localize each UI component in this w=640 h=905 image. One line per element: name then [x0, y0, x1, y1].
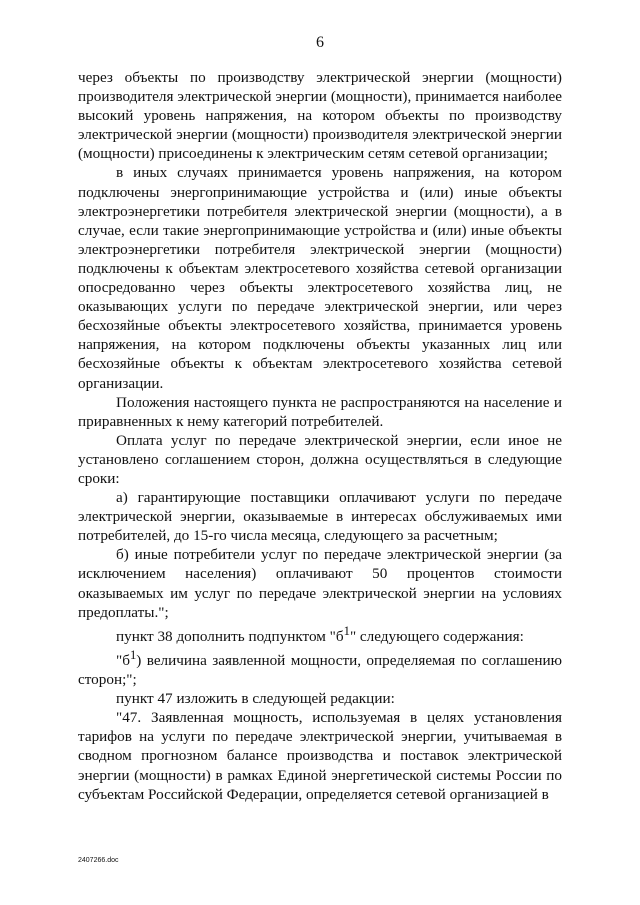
- paragraph-8: [78, 646, 562, 689]
- body-text: [78, 68, 562, 804]
- paragraph-10: "47. Заявленная мощность, используемая в целях установления тарифов на услуги по передаче электрической энергии, учитываемая в сводном прогнозном балансе производства и поставок электрической энергии (мощности) в рамках Единой энергетической системы России по субъектам Российской Федерации, определяется сетевой организацией в: [78, 709, 562, 803]
- paragraph-8-after: ) величина заявленной мощности, определяемая по соглашению сторон;";: [78, 651, 562, 689]
- paragraph-8-superscript: 1: [129, 647, 137, 662]
- paragraph-7: [78, 622, 562, 646]
- paragraph-2: в иных случаях принимается уровень напряжения, на котором подключены энергопринимающие устройства и (или) иные объекты электроэнергетики потребителя электрической энергии (мощности), а в случае, если такие энергопринимающие устройства и (или) иные объекты электроэнергетики потребителя электрической энергии (мощности) подключены к объектам электросетевого хозяйства сетевой организации опосредованно через объекты электросетевого хозяйства лиц, не оказывающих услуги по передаче электрической энергии, или через бесхозяйные объекты электросетевого хозяйства, принимается уровень напряжения, на котором подключены объекты указанных лиц или бесхозяйные объекты к объектам электросетевого хозяйства сетевой организации.: [78, 164, 562, 392]
- paragraph-3: Положения настоящего пункта не распространяются на население и приравненных к нему категорий потребителей.: [78, 393, 562, 430]
- paragraph-7-after: " следующего содержания:: [349, 627, 524, 645]
- page-number: 6: [316, 34, 324, 51]
- paragraph-8-before: "б: [116, 651, 130, 669]
- paragraph-7-before: пункт 38 дополнить подпунктом "б: [116, 627, 344, 645]
- paragraph-6: б) иные потребители услуг по передаче электрической энергии (за исключением населения) оплачивают 50 процентов стоимости оказываемых им услуг по передаче электрической энергии на условиях предоплаты.";: [78, 546, 562, 621]
- paragraph-5: а) гарантирующие поставщики оплачивают услуги по передаче электрической энергии, оказываемые в интересах обслуживаемых ими потребителей, до 15-го числа месяца, следующего за расчетным;: [78, 489, 562, 545]
- paragraph-4: Оплата услуг по передаче электрической энергии, если иное не установлено соглашением сторон, должна осуществляться в следующие сроки:: [78, 431, 562, 487]
- paragraph-9: пункт 47 изложить в следующей редакции:: [116, 690, 395, 708]
- paragraph-7-superscript: 1: [343, 623, 350, 638]
- document-filename: 2407266.doc: [78, 857, 119, 864]
- paragraph-1: через объекты по производству электрической энергии (мощности) производителя электрической энергии (мощности), принимается наиболее высокий уровень напряжения, на котором объекты по производству электрической энергии (мощности) производителя электрической энергии (мощности) присоединены к электрическим сетям сетевой организации;: [78, 69, 562, 163]
